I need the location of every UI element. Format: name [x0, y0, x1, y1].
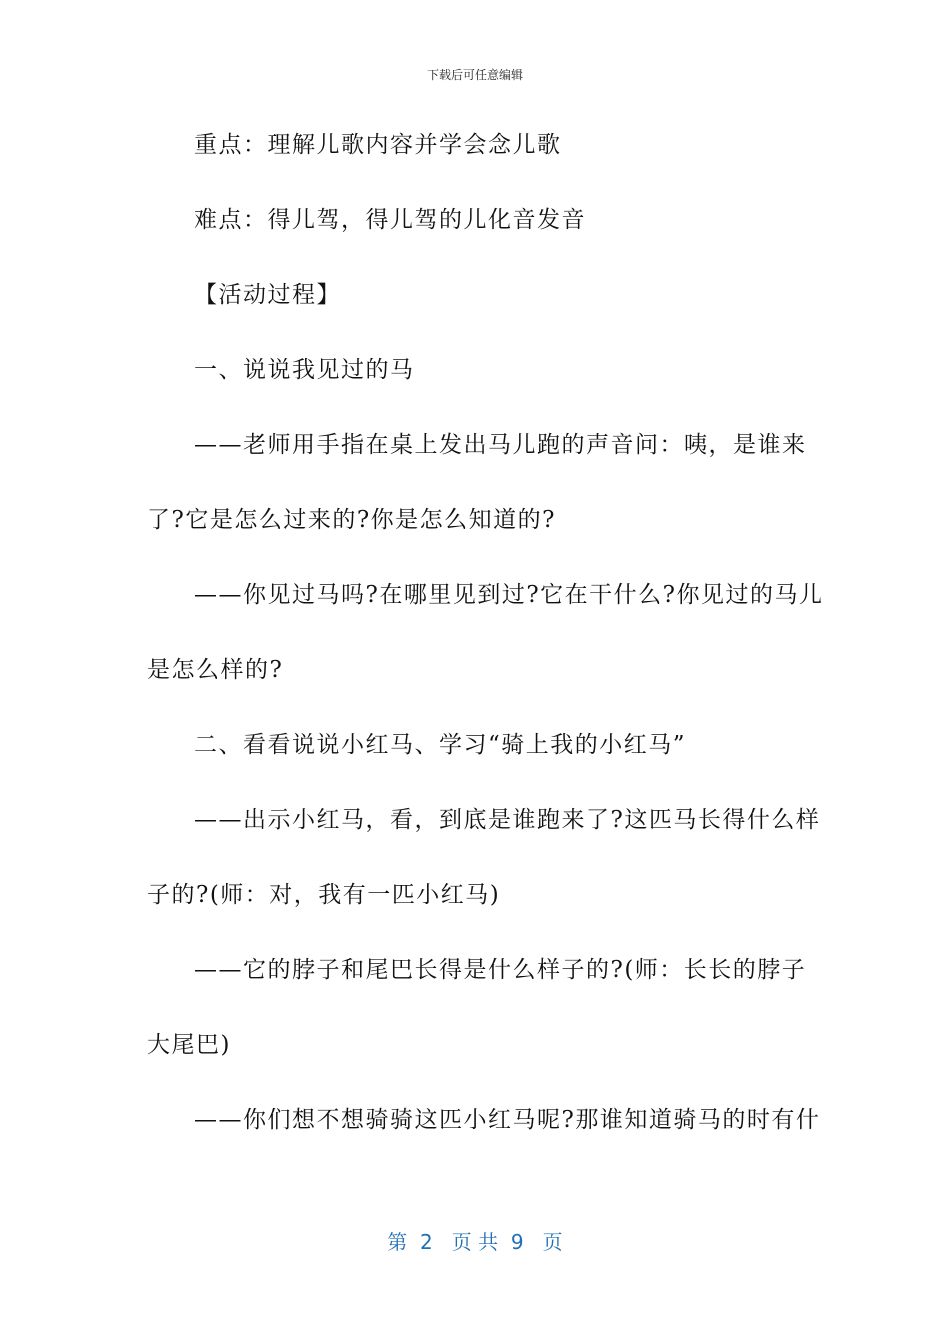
section-heading: 【活动过程】 [194, 282, 341, 308]
text-line: ——你们想不想骑骑这匹小红马呢?那谁知道骑马的时有什 [194, 1107, 821, 1133]
text-line: 是怎么样的? [147, 657, 284, 683]
text-line: ——你见过马吗?在哪里见到过?它在干什么?你见过的马儿 [194, 582, 824, 608]
section-heading: 二、看看说说小红马、学习“骑上我的小红马” [194, 732, 687, 758]
page-header-note: 下载后可任意编辑 [426, 68, 523, 82]
text-line: ——老师用手指在桌上发出马儿跑的声音问：咦，是谁来 [194, 432, 807, 458]
section-heading: 一、说说我见过的马 [194, 357, 415, 383]
text-line: 难点：得儿驾，得儿驾的儿化音发音 [194, 207, 586, 233]
text-line: 子的?(师：对，我有一匹小红马) [147, 882, 501, 908]
text-line: 了?它是怎么过来的?你是怎么知道的? [147, 507, 556, 533]
text-line: ——出示小红马，看，到底是谁跑来了?这匹马长得什么样 [194, 807, 821, 833]
text-line: 重点：理解儿歌内容并学会念儿歌 [194, 132, 562, 158]
text-line: 大尾巴) [147, 1032, 231, 1058]
text-line: ——它的脖子和尾巴长得是什么样子的?(师：长长的脖子 [194, 957, 807, 983]
page-number-footer: 第 2 页 共 9 页 [387, 1230, 563, 1254]
